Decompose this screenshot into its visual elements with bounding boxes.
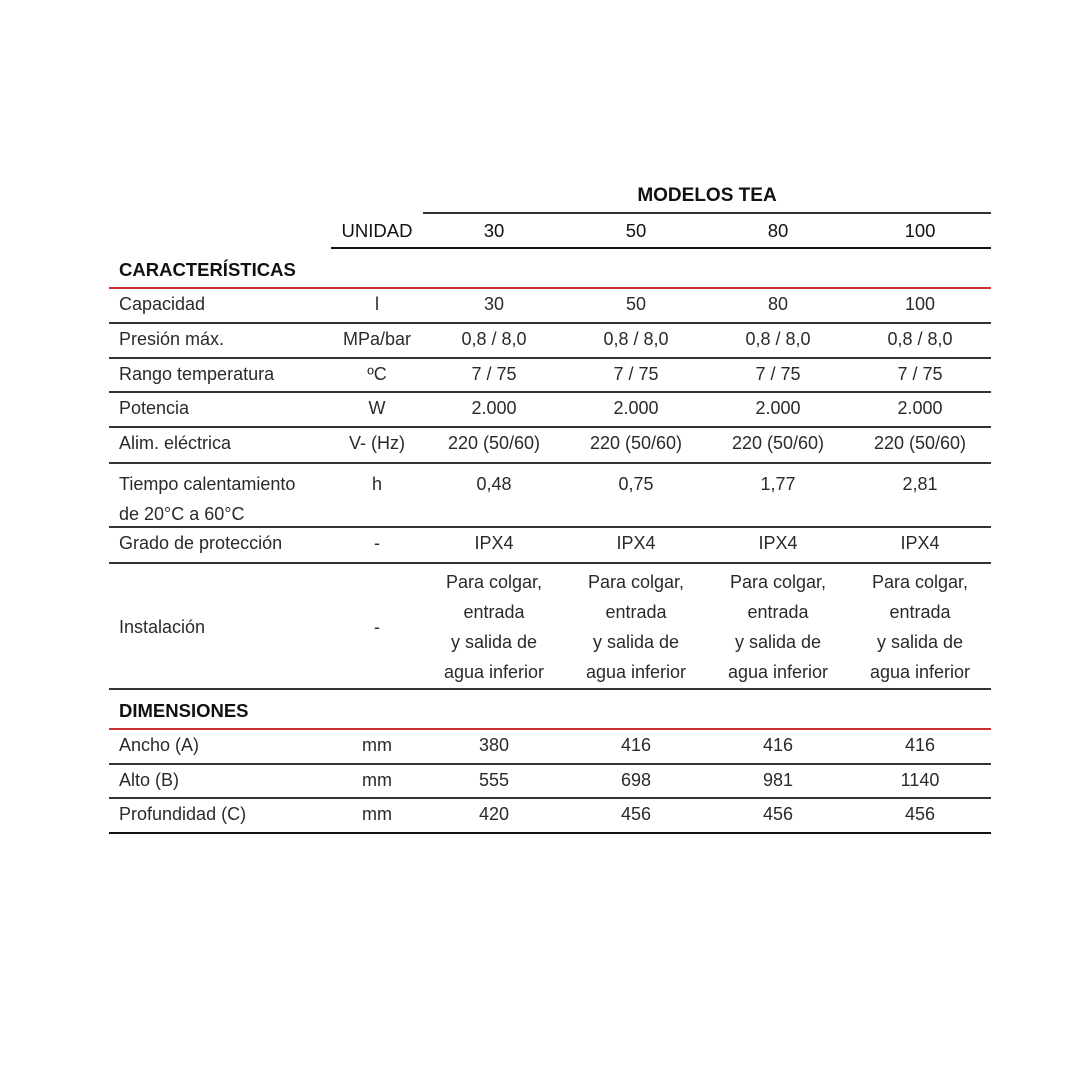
cell-line: Para colgar, [871,572,969,592]
cell-line: Para colgar, [445,572,543,592]
cell-line: y salida de [592,632,680,652]
section-title: DIMENSIONES [119,700,249,721]
cell: 220 (50/60) [731,433,825,453]
row-unit: W [368,398,386,418]
row-unit: mm [362,735,392,755]
row-unit: mm [362,770,392,790]
row-unit: ºC [367,364,387,384]
table-row [109,428,991,464]
row-label-line: de 20°C a 60°C [119,504,245,524]
row-unit: - [374,617,380,637]
row-label: Alto (B) [119,770,180,790]
cell: 456 [620,804,652,824]
row-label: Presión máx. [119,329,225,349]
cell: 7 / 75 [471,364,517,384]
cell: 2.000 [897,398,943,418]
cell: 50 [625,294,647,314]
cell: 2.000 [471,398,517,418]
table-row [109,393,991,428]
row-label: Profundidad (C) [119,804,247,824]
row-unit: l [375,294,379,314]
cell: 555 [478,770,510,790]
cell-line: y salida de [450,632,538,652]
cell: 0,8 / 8,0 [603,329,669,349]
table-row [109,289,991,324]
table-row [109,464,991,528]
cell: 0,8 / 8,0 [461,329,527,349]
section-title: CARACTERÍSTICAS [119,259,296,280]
cell: IPX4 [474,533,514,553]
cell: 0,48 [476,474,512,494]
cell-line: y salida de [734,632,822,652]
cell: 1140 [900,770,940,790]
cell [423,567,565,687]
unit-header: UNIDAD [341,220,413,241]
cell [849,567,991,687]
cell: 2.000 [613,398,659,418]
cell: 416 [620,735,652,755]
cell: 0,8 / 8,0 [887,329,953,349]
models-header [109,180,991,213]
cell: 30 [483,294,505,314]
table-row [109,799,991,834]
cell [707,567,849,687]
table-row [109,730,991,765]
cell-line: Para colgar, [587,572,685,592]
cell-line: agua inferior [585,662,687,682]
cell: 981 [762,770,794,790]
spec-table [109,180,991,834]
cell: 220 (50/60) [589,433,683,453]
row-unit: mm [362,804,392,824]
cell: 220 (50/60) [447,433,541,453]
cell: 456 [762,804,794,824]
cell: 2,81 [902,474,938,494]
cell [565,567,707,687]
cell: 380 [478,735,510,755]
cell-line: agua inferior [727,662,829,682]
cell: 416 [762,735,794,755]
row-label: Grado de protección [119,533,283,553]
cell: 80 [767,294,789,314]
row-label: Instalación [119,617,206,637]
model-header-100: 100 [904,220,936,241]
section-caracteristicas [109,249,991,289]
column-header [109,213,991,249]
models-title: MODELOS TEA [637,185,777,206]
cell: 698 [620,770,652,790]
cell-line: agua inferior [443,662,545,682]
cell-line: entrada [605,602,667,622]
table-row [109,528,991,564]
row-label-line: Tiempo calentamiento [119,474,296,494]
cell-line: entrada [889,602,951,622]
cell: 456 [904,804,936,824]
model-header-50: 50 [625,220,647,241]
cell-line: entrada [463,602,525,622]
table-row [109,324,991,359]
row-unit: - [374,533,380,553]
cell: 7 / 75 [613,364,659,384]
row-label: Potencia [119,398,190,418]
row-label: Alim. eléctrica [119,433,232,453]
cell-line: entrada [747,602,809,622]
row-label [109,469,331,529]
table-row [109,765,991,799]
cell: IPX4 [616,533,656,553]
model-header-30: 30 [483,220,505,241]
cell: 100 [904,294,936,314]
row-unit: MPa/bar [342,329,412,349]
cell: 2.000 [755,398,801,418]
cell-line: y salida de [876,632,964,652]
row-unit: V- (Hz) [349,433,405,453]
cell: IPX4 [758,533,798,553]
section-dimensiones [109,690,991,730]
table-row [109,564,991,690]
cell: 7 / 75 [755,364,801,384]
cell: IPX4 [900,533,940,553]
table-row [109,359,991,393]
model-header-80: 80 [767,220,789,241]
row-label: Ancho (A) [119,735,200,755]
row-label: Rango temperatura [119,364,275,384]
cell-line: agua inferior [869,662,971,682]
row-unit: h [371,474,382,494]
cell: 7 / 75 [897,364,943,384]
cell: 0,8 / 8,0 [745,329,811,349]
cell: 416 [904,735,936,755]
cell: 1,77 [760,474,796,494]
row-label: Capacidad [119,294,206,314]
cell: 420 [478,804,510,824]
cell-line: Para colgar, [729,572,827,592]
cell: 0,75 [618,474,654,494]
cell: 220 (50/60) [873,433,967,453]
